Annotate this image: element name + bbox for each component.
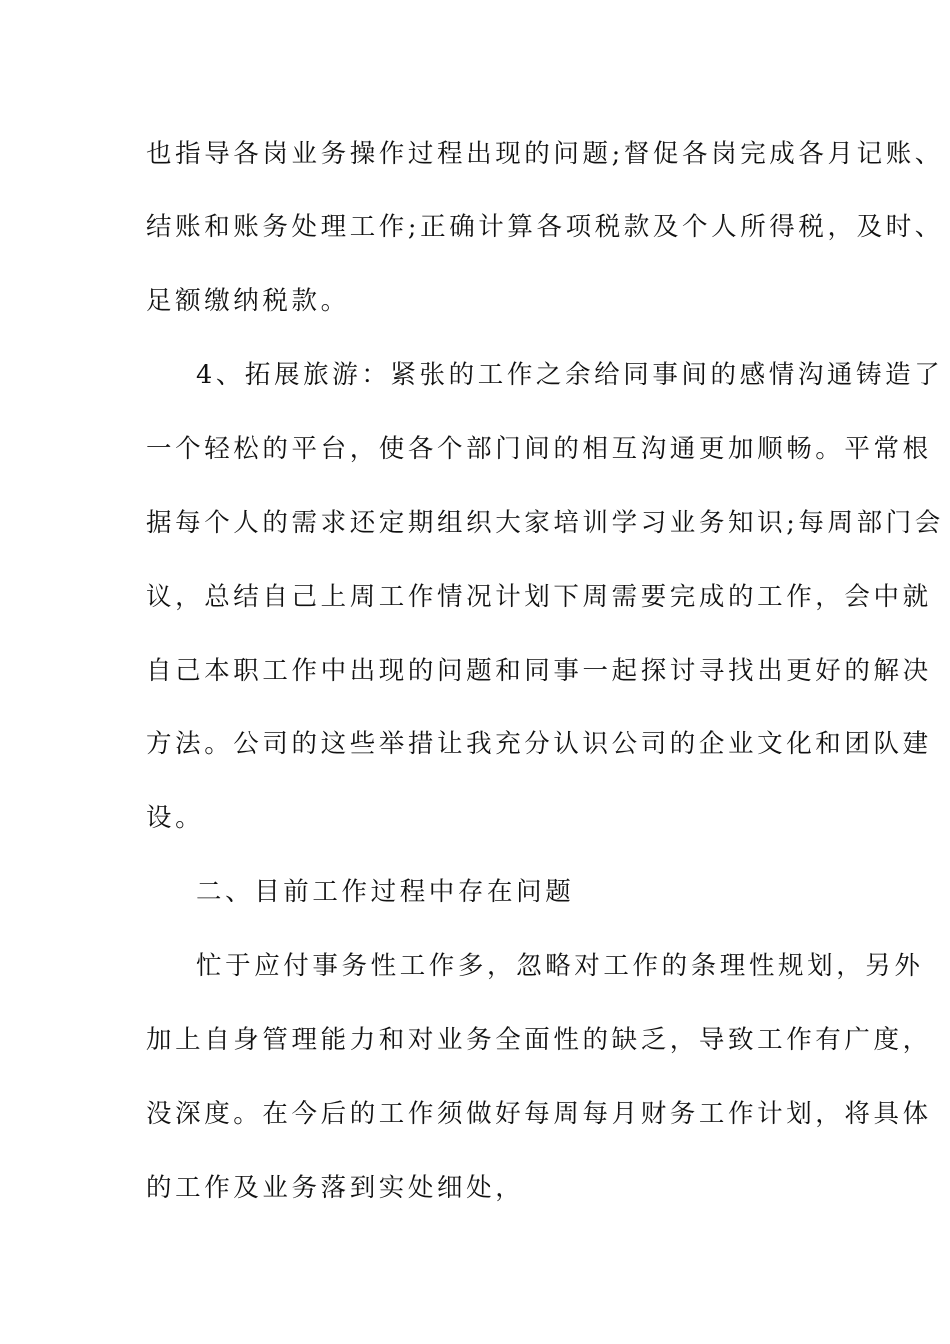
text-line: 方法。公司的这些举措让我充分认识公司的企业文化和团队建 <box>146 729 932 759</box>
paragraph-start-line: 忙于应付事务性工作多，忽略对工作的条理性规划，另外 <box>196 951 924 981</box>
text-line: 议，总结自己上周工作情况计划下周需要完成的工作，会中就 <box>146 582 932 612</box>
text-line: 加上自身管理能力和对业务全面性的缺乏，导致工作有广度， <box>146 1025 932 1055</box>
text-line: 没深度。在今后的工作须做好每周每月财务工作计划，将具体 <box>146 1099 932 1129</box>
text-line: 也指导各岗业务操作过程出现的问题;督促各岗完成各月记账、 <box>146 139 944 169</box>
text-line: 据每个人的需求还定期组织大家培训学习业务知识;每周部门会 <box>146 508 944 538</box>
text-line: 的工作及业务落到实处细处， <box>146 1173 525 1203</box>
text-line: 结账和账务处理工作;正确计算各项税款及个人所得税，及时、 <box>146 212 944 242</box>
section-heading: 二、目前工作过程中存在问题 <box>196 877 575 907</box>
paragraph-start-line: 4、拓展旅游：紧张的工作之余给同事间的感情沟通铸造了 <box>196 360 944 390</box>
text-line: 一个轻松的平台，使各个部门间的相互沟通更加顺畅。平常根 <box>146 434 932 464</box>
text-line: 自己本职工作中出现的问题和同事一起探讨寻找出更好的解决 <box>146 656 932 686</box>
text-line: 设。 <box>146 803 205 833</box>
text-line: 足额缴纳税款。 <box>146 286 350 316</box>
